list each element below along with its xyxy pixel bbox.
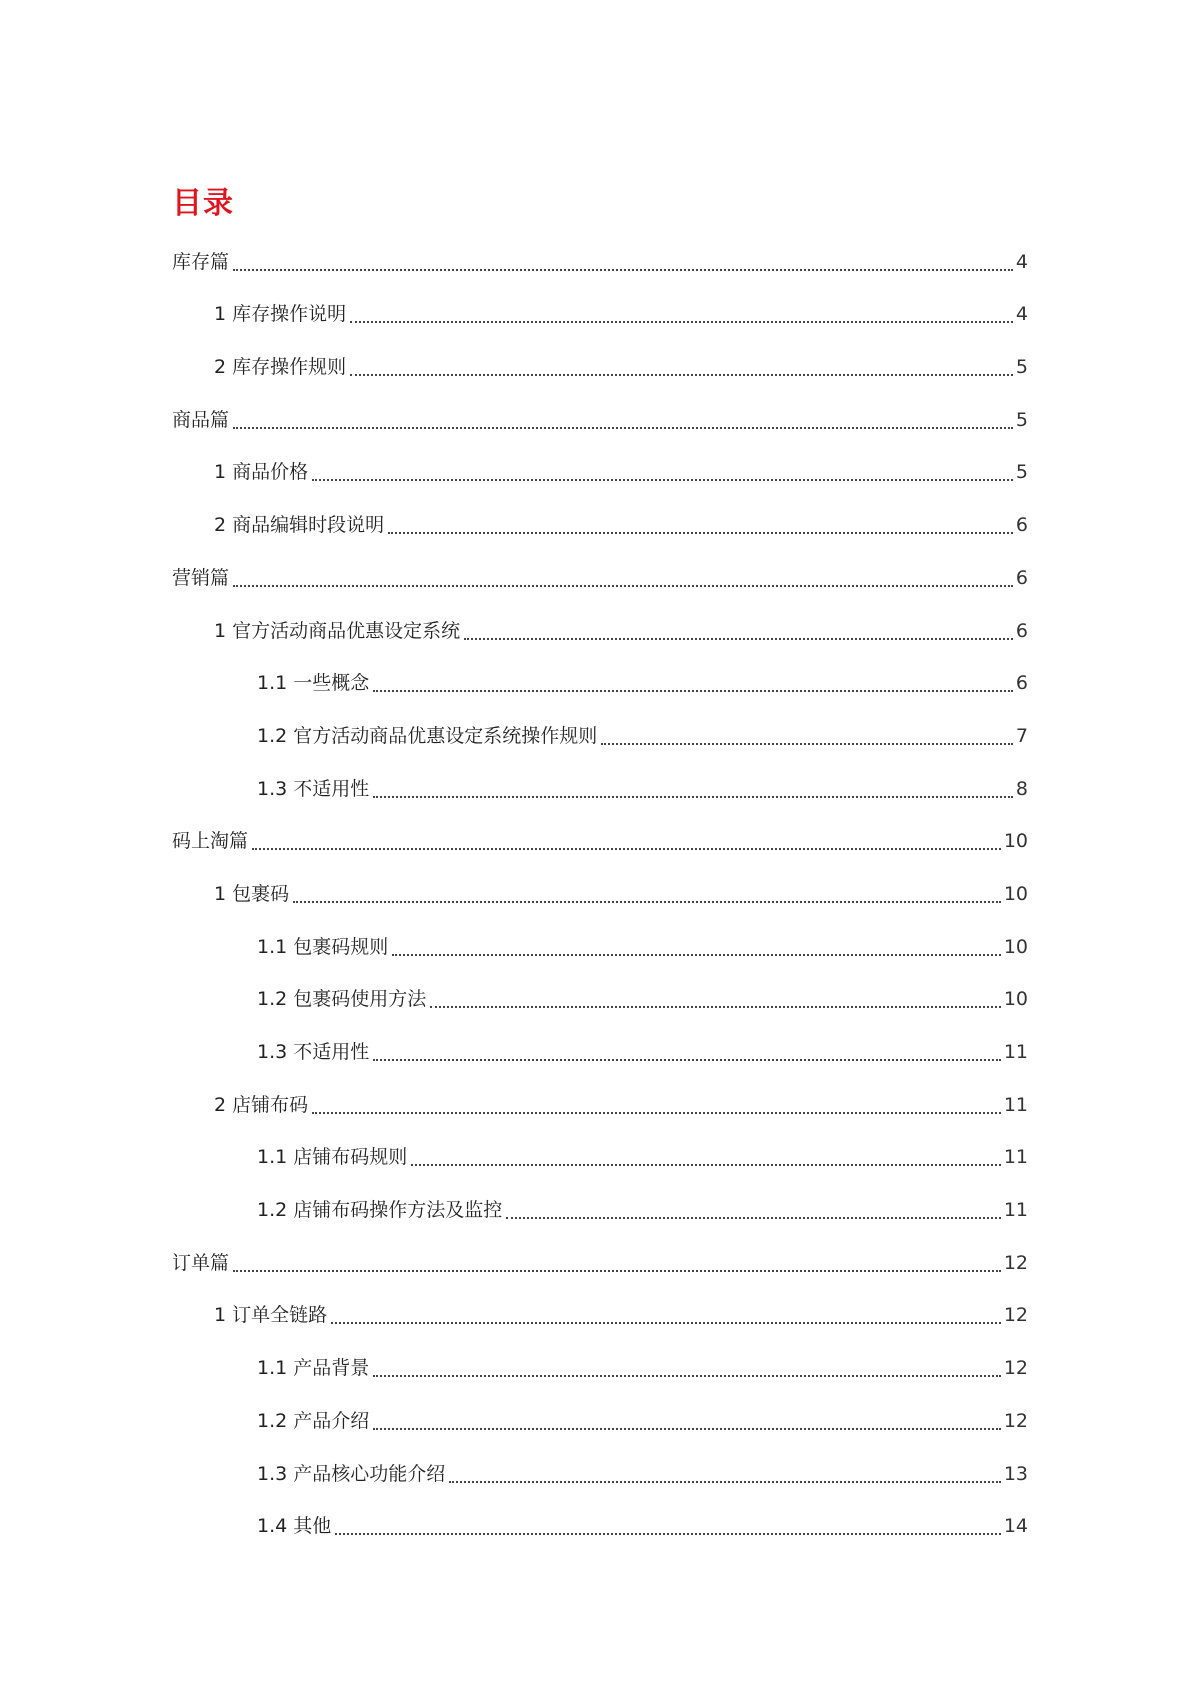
toc-entry-page: 6 [1015,672,1028,695]
toc-leader-dots [233,269,1013,271]
toc-leader-dots [233,585,1013,587]
toc-title: 目录 [172,186,234,221]
toc-entry-label: 1.2 产品介绍 [257,1409,370,1432]
toc-entry-label: 1.1 产品背景 [257,1357,370,1380]
toc-entry[interactable] [172,281,1028,334]
toc-entry[interactable] [172,1493,1028,1546]
toc-entry-page: 12 [1003,1409,1028,1432]
toc-entry-page: 5 [1015,408,1028,431]
toc-leader-dots [373,796,1013,798]
toc-entry-label: 2 店铺布码 [214,1093,309,1116]
toc-leader-dots [430,1006,1001,1008]
toc-leader-dots [331,1322,1001,1324]
toc-leader-dots [252,848,1001,850]
toc-entry-label: 营销篇 [172,566,230,589]
toc-entry[interactable] [172,439,1028,492]
toc-entry[interactable] [172,1282,1028,1335]
toc-leader-dots [506,1217,1001,1219]
toc-leader-dots [411,1164,1001,1166]
toc-entry[interactable] [172,228,1028,281]
toc-entry-page: 11 [1003,1199,1028,1222]
toc-entry-page: 5 [1015,356,1028,379]
toc-entry[interactable] [172,1124,1028,1177]
toc-leader-dots [373,690,1013,692]
toc-leader-dots [293,901,1001,903]
table-of-contents [172,228,1028,1545]
toc-leader-dots [312,1112,1001,1114]
toc-entry-page: 10 [1003,988,1028,1011]
toc-entry-page: 6 [1015,619,1028,642]
toc-entry-page: 13 [1003,1462,1028,1485]
toc-entry[interactable] [172,1071,1028,1124]
toc-entry[interactable] [172,650,1028,703]
toc-entry[interactable] [172,1018,1028,1071]
toc-entry-page: 14 [1003,1515,1028,1538]
toc-entry-page: 11 [1003,1041,1028,1063]
toc-entry-label: 1 商品价格 [214,461,309,484]
toc-entry-label: 1.1 一些概念 [257,672,370,695]
toc-entry[interactable] [172,1387,1028,1440]
toc-entry[interactable] [172,1440,1028,1493]
toc-leader-dots [233,427,1013,429]
toc-entry-label: 1 订单全链路 [214,1304,328,1327]
toc-leader-dots [601,743,1013,745]
toc-entry-page: 10 [1003,830,1028,853]
toc-entry-label: 1.1 店铺布码规则 [257,1146,408,1169]
toc-leader-dots [449,1481,1001,1483]
toc-entry[interactable] [172,333,1028,386]
toc-entry-page: 8 [1015,777,1028,800]
toc-entry[interactable] [172,1334,1028,1387]
toc-entry-label: 2 库存操作规则 [214,356,347,379]
toc-leader-dots [335,1533,1001,1535]
toc-entry-page: 6 [1015,514,1028,537]
toc-entry[interactable] [172,491,1028,544]
toc-entry-page: 4 [1015,250,1028,273]
toc-entry-label: 商品篇 [172,408,230,431]
toc-entry-label: 1.2 店铺布码操作方法及监控 [257,1199,503,1222]
toc-leader-dots [464,638,1013,640]
toc-entry-label: 1 包裹码 [214,882,290,905]
toc-entry-page: 12 [1003,1251,1028,1274]
toc-entry-label: 2 商品编辑时段说明 [214,514,385,537]
toc-leader-dots [350,374,1013,376]
toc-leader-dots [373,1428,1001,1430]
toc-entry-page: 7 [1015,724,1028,747]
toc-entry[interactable] [172,597,1028,650]
toc-entry-label: 1 官方活动商品优惠设定系统 [214,619,461,642]
toc-entry[interactable] [172,860,1028,913]
toc-entry-page: 10 [1003,882,1028,905]
toc-entry[interactable] [172,966,1028,1019]
toc-leader-dots [373,1375,1001,1377]
toc-entry[interactable] [172,1176,1028,1229]
toc-entry-page: 6 [1015,566,1028,589]
toc-entry[interactable] [172,544,1028,597]
toc-entry-label: 1.3 不适用性 [257,777,370,800]
toc-entry[interactable] [172,755,1028,808]
toc-leader-dots [388,532,1013,534]
toc-entry[interactable] [172,386,1028,439]
toc-entry-label: 1.1 包裹码规则 [257,935,389,958]
toc-entry-label: 码上淘篇 [172,830,249,853]
toc-entry-label: 订单篇 [172,1251,230,1274]
toc-entry-label: 1.4 其他 [257,1515,332,1538]
toc-entry-label: 1.3 产品核心功能介绍 [257,1462,446,1485]
toc-entry-page: 12 [1003,1304,1028,1327]
toc-leader-dots [312,479,1013,481]
toc-leader-dots [373,1059,1001,1061]
toc-entry-page: 12 [1003,1357,1028,1380]
toc-entry[interactable] [172,702,1028,755]
toc-entry-page: 11 [1003,1093,1028,1116]
toc-entry-page: 11 [1003,1146,1028,1169]
toc-entry-page: 4 [1015,303,1028,326]
toc-entry-label: 1.2 官方活动商品优惠设定系统操作规则 [257,724,598,747]
toc-entry-page: 5 [1015,461,1028,484]
toc-entry[interactable] [172,913,1028,966]
toc-entry-label: 1 库存操作说明 [214,303,347,326]
toc-entry[interactable] [172,1229,1028,1282]
toc-leader-dots [233,1270,1001,1272]
toc-leader-dots [350,321,1013,323]
toc-entry-label: 库存篇 [172,250,230,273]
toc-entry-page: 10 [1003,935,1028,958]
toc-entry-label: 1.3 不适用性 [257,1041,370,1063]
toc-leader-dots [392,954,1001,956]
toc-entry-label: 1.2 包裹码使用方法 [257,988,427,1011]
toc-entry[interactable] [172,808,1028,861]
